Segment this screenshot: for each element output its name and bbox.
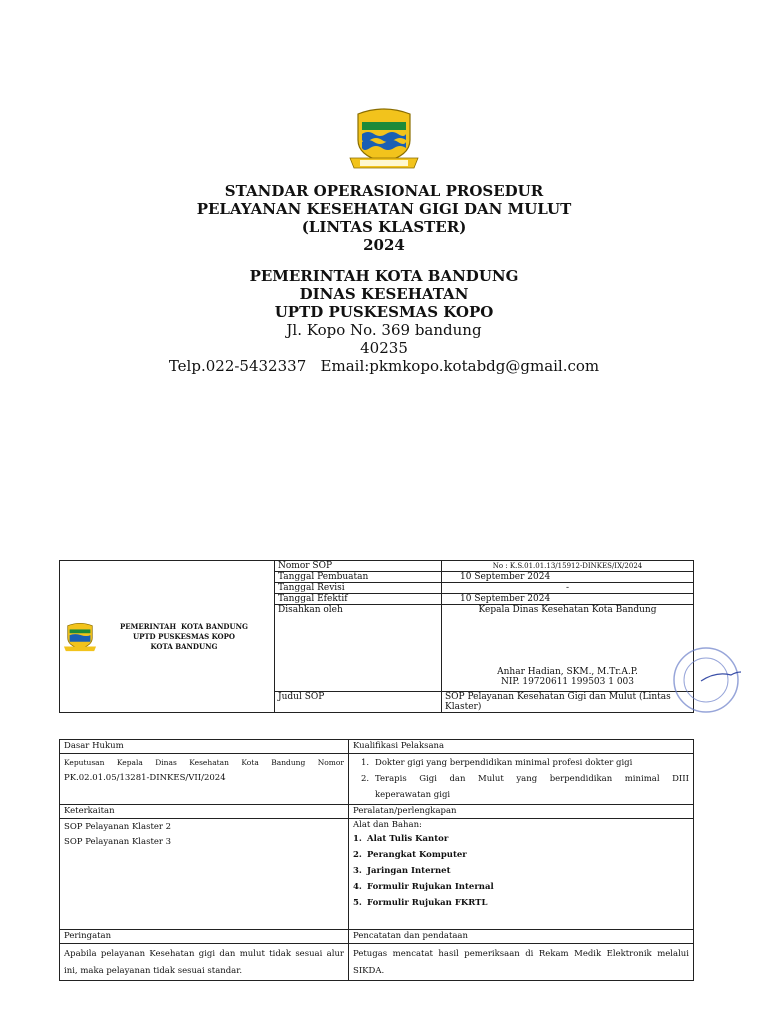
city-emblem-logo [348,106,420,170]
tanggal-revisi-value: - [442,583,694,594]
peringatan-header: Peringatan [60,930,349,944]
sop-identity-table [59,560,694,713]
small-emblem-logo [63,618,97,656]
nomor-sop-value: No : K.S.01.01.13/15912-DINKES/IX/2024 [442,561,694,572]
pencatatan-cell [349,944,694,981]
sop-title-line-3: (LINTAS KLASTER) [301,218,467,236]
peralatan-item-3: Jaringan Internet [367,866,451,876]
approver-nip: NIP. 19720611 199503 1 003 [500,677,635,687]
tanggal-efektif-value: 10 September 2024 [442,594,694,605]
org-small-line-2: UPTD PUSKESMAS KOPO [132,631,235,641]
peralatan-intro: Alat dan Bahan: [353,820,422,830]
sop-title-year: 2024 [363,236,405,254]
tanggal-revisi-label: Tanggal Revisi [275,583,442,594]
kualifikasi-item-2-cont: keperawatan gigi [375,790,451,800]
tanggal-pembuatan-value: 10 September 2024 [442,572,694,583]
dasar-hukum-line-1: Keputusan Kepala Dinas Kesehatan Kota Bandung Nomor [64,758,344,767]
peringatan-line-1: Apabila pelayanan Kesehatan gigi dan mulut tidak sesuai alur [64,949,344,959]
keterkaitan-item-2: SOP Pelayanan Klaster 3 [64,837,172,847]
org-line-2: DINAS KESEHATAN [299,285,469,303]
kualifikasi-item-2: Terapis Gigi dan Mulut yang berpendidikan minimal DIII [375,774,689,784]
pencatatan-header: Pencatatan dan pendataan [349,930,694,944]
kualifikasi-cell: 1. Dokter gigi yang berpendidikan minimal profesi dokter gigi 2. Terapis Gigi dan Mulut yang berpendidikan minimal DIII keperawatan gigi [349,754,694,805]
peralatan-item-1: Alat Tulis Kantor [367,834,449,844]
dasar-hukum-line-2: PK.02.01.05/13281-DINKES/VII/2024 [64,773,226,783]
postal-code: 40235 [360,339,408,357]
org-line-1: PEMERINTAH KOTA BANDUNG [249,267,519,285]
peralatan-item-2: Perangkat Komputer [367,850,467,860]
org-cell [60,561,275,713]
keterkaitan-item-1: SOP Pelayanan Klaster 2 [64,822,172,832]
org-small-line-1: PEMERINTAH KOTA BANDUNG [120,621,248,631]
peringatan-cell [60,944,349,981]
nomor-sop-label: Nomor SOP [275,561,442,572]
pencatatan-line-1: Petugas mencatat hasil pemeriksaan di Rekam Medik Elektronik melalui [353,949,689,959]
approver-title: Kepala Dinas Kesehatan Kota Bandung [478,605,657,615]
org-line-3: UPTD PUSKESMAS KOPO [274,303,494,321]
dasar-hukum-cell [60,754,349,805]
peralatan-header: Peralatan/perlengkapan [349,805,694,819]
peralatan-item-4: Formulir Rujukan Internal [367,882,494,892]
address: Jl. Kopo No. 369 bandung [286,321,482,339]
kualifikasi-header: Kualifikasi Pelaksana [349,740,694,754]
sop-title-line-2: PELAYANAN KESEHATAN GIGI DAN MULUT [196,200,572,218]
pencatatan-line-2: SIKDA. [353,966,385,976]
judul-sop-label: Judul SOP [275,692,442,713]
tanggal-efektif-label: Tanggal Efektif [275,594,442,605]
tanggal-pembuatan-label: Tanggal Pembuatan [275,572,442,583]
keterkaitan-header: Keterkaitan [60,805,349,819]
dasar-hukum-header: Dasar Hukum [60,740,349,754]
peralatan-item-5: Formulir Rujukan FKRTL [367,898,488,908]
approval-cell [442,605,694,692]
kualifikasi-item-1: Dokter gigi yang berpendidikan minimal profesi dokter gigi [375,758,633,768]
peralatan-cell: Alat dan Bahan: 1. Alat Tulis Kantor 2. Perangkat Komputer 3. Jaringan Internet 4. Formulir Rujukan Internal 5. Formulir Rujukan FKRTL [349,819,694,930]
peringatan-line-2: ini, maka pelayanan tidak sesuai standar. [64,966,243,976]
contact-info: Telp.022-5432337 Email:pkmkopo.kotabdg@gmail.com [168,357,600,375]
disahkan-label: Disahkan oleh [275,605,442,692]
sop-title-line-1: STANDAR OPERASIONAL PROSEDUR [224,182,544,200]
keterkaitan-cell [60,819,349,930]
org-small-line-3: KOTA BANDUNG [150,641,218,651]
approver-name: Anhar Hadian, SKM., M.Tr.A.P. [497,667,638,677]
judul-sop-value: SOP Pelayanan Kesehatan Gigi dan Mulut (Lintas Klaster) [442,692,694,713]
sop-details-table [59,739,694,981]
